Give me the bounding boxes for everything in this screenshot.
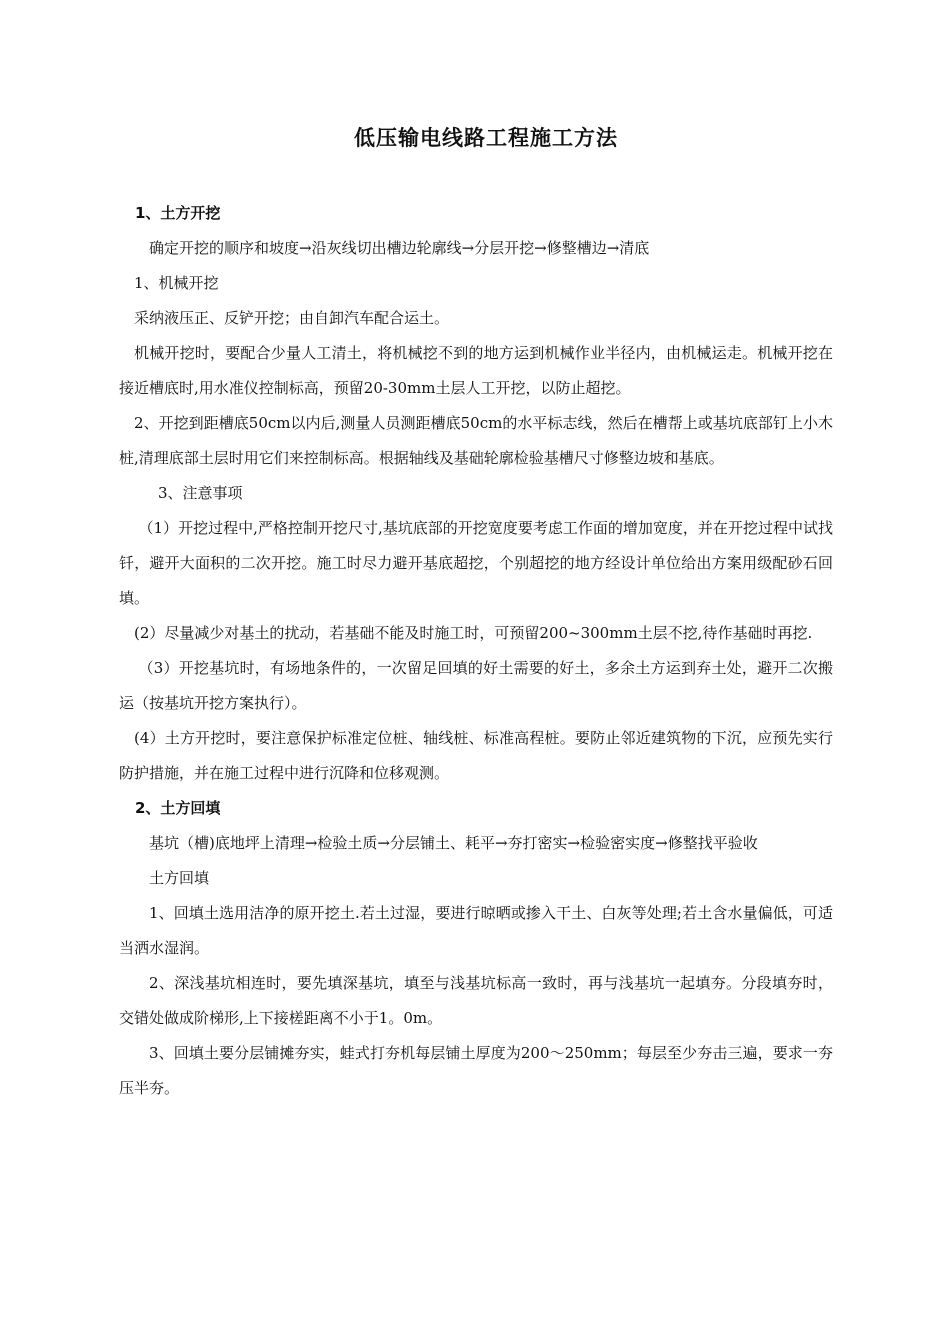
document-title: 低压输电线路工程施工方法 — [354, 126, 618, 150]
paragraph-backfill-1: 1、回填土选用洁净的原开挖土.若土过湿，要进行晾晒或掺入干土、白灰等处理;若土含水量偏低，可适当洒水湿润。 — [119, 904, 833, 957]
paragraph-backfill-2: 2、深浅基坑相连时，要先填深基坑，填至与浅基坑标高一致时，再与浅基坑一起填夯。分段填夯时，交错处做成阶梯形,上下接槎距离不小于1。0m。 — [119, 974, 833, 1027]
paragraph-note-3: （3）开挖基坑时，有场地条件的，一次留足回填的好土需要的好土，多余土方运到弃土处，避开二次搬运（按基坑开挖方案执行）。 — [119, 659, 833, 712]
paragraph-backfill-3: 3、回填土要分层铺摊夯实，蛙式打夯机每层铺土厚度为200～250mm；每层至少夯击三遍，要求一夯压半夯。 — [119, 1044, 833, 1097]
paragraph-backfill-flow: 基坑（槽)底地坪上清理→检验土质→分层铺土、耗平→夯打密实→检验密实度→修整找平验收 — [149, 834, 758, 852]
paragraph-excavation-flow: 确定开挖的顺序和坡度→沿灰线切出槽边轮廓线→分层开挖→修整槽边→清底 — [149, 239, 650, 257]
section-heading-excavation: 1、土方开挖 — [135, 204, 221, 222]
document-body — [119, 196, 833, 1106]
paragraph-excavation-equipment: 采纳液压正、反铲开挖；由自卸汽车配合运土。 — [134, 309, 450, 327]
paragraph-note-2: (2）尽量减少对基土的扰动，若基础不能及时施工时，可预留200~300mm土层不挖,待作基础时再挖. — [134, 624, 813, 642]
subheading-backfill: 土方回填 — [149, 869, 210, 887]
subheading-mechanical-excavation: 1、机械开挖 — [134, 274, 219, 292]
paragraph-elevation-control: 2、开挖到距槽底50cm以内后,测量人员测距槽底50cm的水平标志线，然后在槽帮上或基坑底部钉上小木桩,清理底部土层时用它们来控制标高。根据轴线及基础轮廓检验基槽尺寸修整边坡和基底。 — [119, 414, 833, 467]
subheading-notes: 3、注意事项 — [158, 484, 243, 502]
paragraph-mechanical-excavation: 机械开挖时，要配合少量人工清土，将机械挖不到的地方运到机械作业半径内，由机械运走。机械开挖在接近槽底时,用水准仪控制标高，预留20-30mm土层人工开挖，以防止超挖。 — [119, 344, 833, 397]
paragraph-note-4: (4）土方开挖时，要注意保护标准定位桩、轴线桩、标准高程桩。要防止邻近建筑物的下沉，应预先实行防护措施，并在施工过程中进行沉降和位移观测。 — [119, 729, 833, 782]
paragraph-note-1: （1）开挖过程中,严格控制开挖尺寸,基坑底部的开挖宽度要考虑工作面的增加宽度，并在开挖过程中试找钎，避开大面积的二次开挖。施工时尽力避开基底超挖，个别超挖的地方经设计单位给出方案用级配砂石回填。 — [119, 519, 833, 607]
section-heading-backfill: 2、土方回填 — [135, 799, 221, 817]
